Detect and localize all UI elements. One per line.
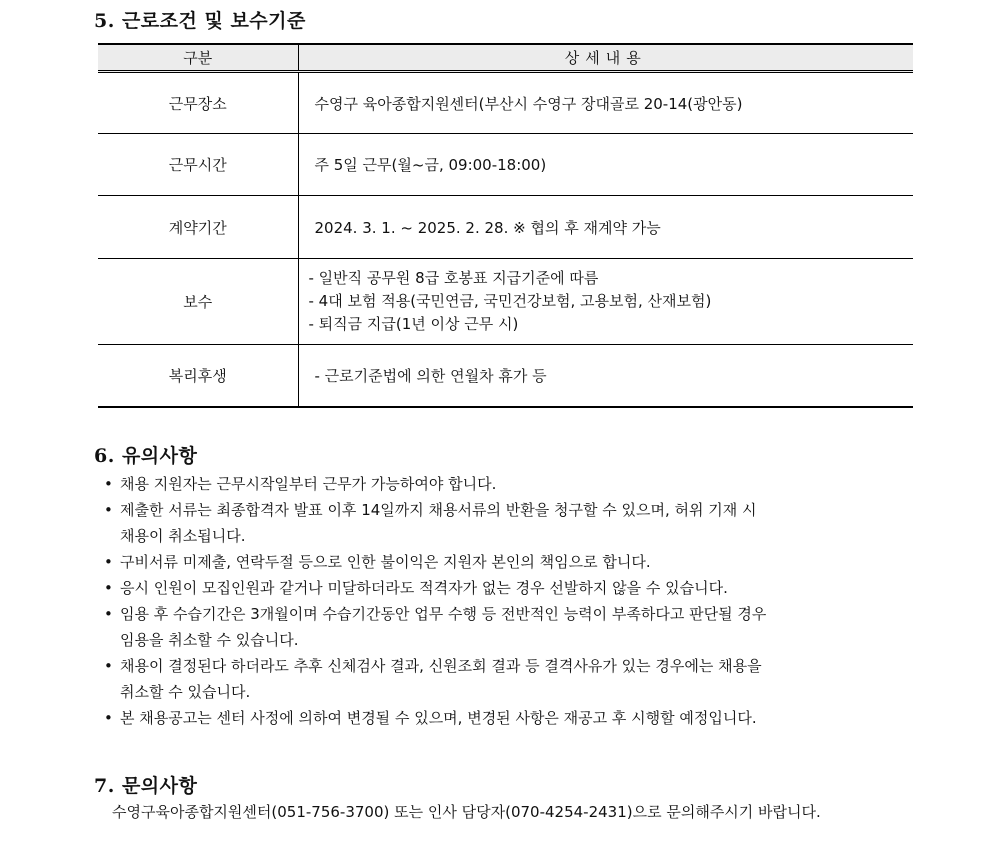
row-detail-contract: 2024. 3. 1. ~ 2025. 2. 28. ※ 협의 후 재계약 가능	[298, 196, 913, 259]
row-label-workplace: 근무장소	[98, 72, 298, 134]
list-item: • 임용 후 수습기간은 3개월이며 수습기간동안 업무 수행 등 전반적인 능력이 부족하다고 판단될 경우 임용을 취소할 수 있습니다.	[104, 601, 766, 653]
notes-list	[104, 471, 766, 731]
header-detail: 상세내용	[298, 44, 913, 72]
row-label-welfare: 복리후생	[98, 345, 298, 407]
bullet-mark: •	[104, 657, 113, 675]
table-row	[98, 196, 913, 259]
row-detail-welfare: - 근로기준법에 의한 연월차 휴가 등	[298, 345, 913, 407]
section-5-title: 5. 근로조건 및 보수기준	[94, 10, 306, 32]
list-item: • 채용이 결정된다 하더라도 추후 신체검사 결과, 신원조회 결과 등 결격사유가 있는 경우에는 채용을 취소할 수 있습니다.	[104, 653, 766, 705]
salary-line: - 일반직 공무원 8급 호봉표 지급기준에 따름	[308, 269, 599, 287]
salary-line: - 4대 보험 적용(국민연금, 국민건강보험, 고용보험, 산재보험)	[308, 292, 712, 310]
bullet-mark: •	[104, 475, 113, 493]
header-category: 구분	[98, 44, 298, 72]
bullet-mark: •	[104, 709, 113, 727]
work-conditions-table	[98, 43, 913, 408]
row-detail-salary	[298, 259, 913, 345]
table-header-row	[98, 44, 913, 72]
row-label-contract: 계약기간	[98, 196, 298, 259]
table-row	[98, 259, 913, 345]
table-row	[98, 134, 913, 196]
row-detail-hours: 주 5일 근무(월~금, 09:00-18:00)	[298, 134, 913, 196]
bullet-mark: •	[104, 501, 113, 519]
row-detail-workplace: 수영구 육아종합지원센터(부산시 수영구 장대골로 20-14(광안동)	[298, 72, 913, 134]
table-row	[98, 72, 913, 134]
row-label-salary: 보수	[98, 259, 298, 345]
contact-info: 수영구육아종합지원센터(051-756-3700) 또는 인사 담당자(070-4254-2431)으로 문의해주시기 바랍니다.	[112, 803, 821, 821]
section-7-title: 7. 문의사항	[94, 775, 198, 797]
section-6-title: 6. 유의사항	[94, 445, 198, 467]
table-row	[98, 345, 913, 407]
list-item: • 제출한 서류는 최종합격자 발표 이후 14일까지 채용서류의 반환을 청구할 수 있으며, 허위 기재 시 채용이 취소됩니다.	[104, 497, 766, 549]
salary-line: - 퇴직금 지급(1년 이상 근무 시)	[308, 315, 519, 333]
bullet-mark: •	[104, 553, 113, 571]
bullet-mark: •	[104, 579, 113, 597]
row-label-hours: 근무시간	[98, 134, 298, 196]
list-item: • 본 채용공고는 센터 사정에 의하여 변경될 수 있으며, 변경된 사항은 재공고 후 시행할 예정입니다.	[104, 705, 766, 731]
bullet-mark: •	[104, 605, 113, 623]
list-item: • 구비서류 미제출, 연락두절 등으로 인한 불이익은 지원자 본인의 책임으로 합니다.	[104, 549, 766, 575]
list-item: • 채용 지원자는 근무시작일부터 근무가 가능하여야 합니다.	[104, 471, 766, 497]
list-item: • 응시 인원이 모집인원과 같거나 미달하더라도 적격자가 없는 경우 선발하지 않을 수 있습니다.	[104, 575, 766, 601]
